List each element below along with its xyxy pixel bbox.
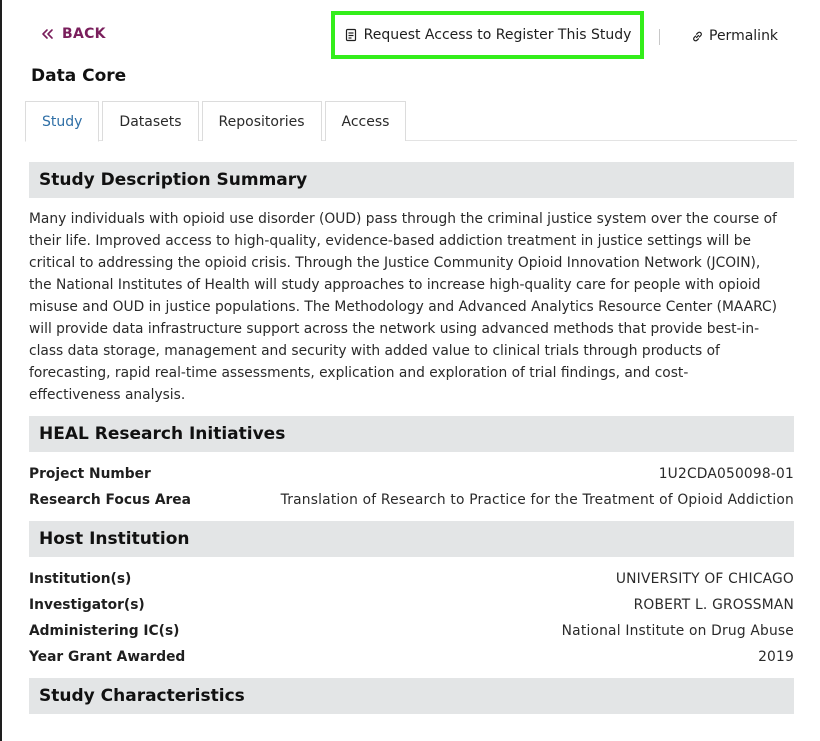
link-icon: [691, 30, 704, 43]
study-tabs: [25, 101, 797, 141]
administering-ic-label: Administering IC(s): [29, 623, 180, 639]
administering-ic-row: [29, 621, 794, 641]
year-grant-awarded-value: 2019: [758, 649, 794, 665]
study-description-text: Many individuals with opioid use disorder (OUD) pass through the criminal justice system over the course of their life. Improved access to high-quality, evidence-based addiction treatment in justice settings will be critical to addressing the opioid crisis. Through the Justice Community Opioid Innovation Network (JCOIN), the National Institutes of Health will study approaches to increase high-quality care for people with opioid misuse and OUD in justice populations. The Methodology and Advanced Analytics Resource Center (MAARC) will provide data infrastructure support across the network using advanced methods that provide best-in-class data storage, management and security with added value to clinical trials through products of forecasting, rapid real-time assessments, explication and exploration of trial findings, and cost-effectiveness analysis.: [29, 211, 778, 403]
tab-repositories[interactable]: Repositories: [202, 101, 322, 141]
project-number-value: 1U2CDA050098-01: [658, 466, 794, 482]
permalink-link[interactable]: [691, 28, 778, 44]
double-chevron-left-icon: [40, 27, 54, 41]
institution-value: UNIVERSITY OF CHICAGO: [615, 571, 794, 587]
investigator-label: Investigator(s): [29, 597, 145, 613]
investigator-value: ROBERT L. GROSSMAN: [633, 597, 794, 613]
year-grant-awarded-row: [29, 647, 794, 667]
research-focus-area-row: [29, 490, 794, 510]
host-institution-header: Host Institution: [29, 521, 794, 557]
page-title: Data Core: [31, 66, 127, 86]
clipboard-icon: [344, 28, 358, 42]
tab-datasets[interactable]: Datasets: [102, 101, 198, 141]
heal-research-initiatives-header: HEAL Research Initiatives: [29, 416, 794, 452]
institution-row: [29, 569, 794, 589]
tab-study[interactable]: Study: [25, 101, 99, 142]
research-focus-area-value: Translation of Research to Practice for the Treatment of Opioid Addiction: [280, 492, 794, 508]
institution-label: Institution(s): [29, 571, 132, 587]
permalink-label: Permalink: [709, 28, 779, 44]
research-focus-area-label: Research Focus Area: [29, 492, 191, 508]
study-characteristics-header: Study Characteristics: [29, 678, 794, 714]
project-number-label: Project Number: [29, 466, 151, 482]
back-button[interactable]: [40, 26, 106, 42]
toolbar-divider: [659, 29, 660, 45]
request-access-button[interactable]: [331, 11, 644, 59]
request-access-label: Request Access to Register This Study: [363, 27, 632, 43]
study-description-summary-header: Study Description Summary: [29, 162, 794, 198]
year-grant-awarded-label: Year Grant Awarded: [29, 649, 186, 665]
window-left-edge: [0, 0, 2, 741]
investigator-row: [29, 595, 794, 615]
administering-ic-value: National Institute on Drug Abuse: [561, 623, 794, 639]
top-toolbar: [0, 0, 820, 70]
back-label: BACK: [62, 26, 106, 42]
tab-access[interactable]: Access: [325, 101, 407, 141]
project-number-row: [29, 464, 794, 484]
